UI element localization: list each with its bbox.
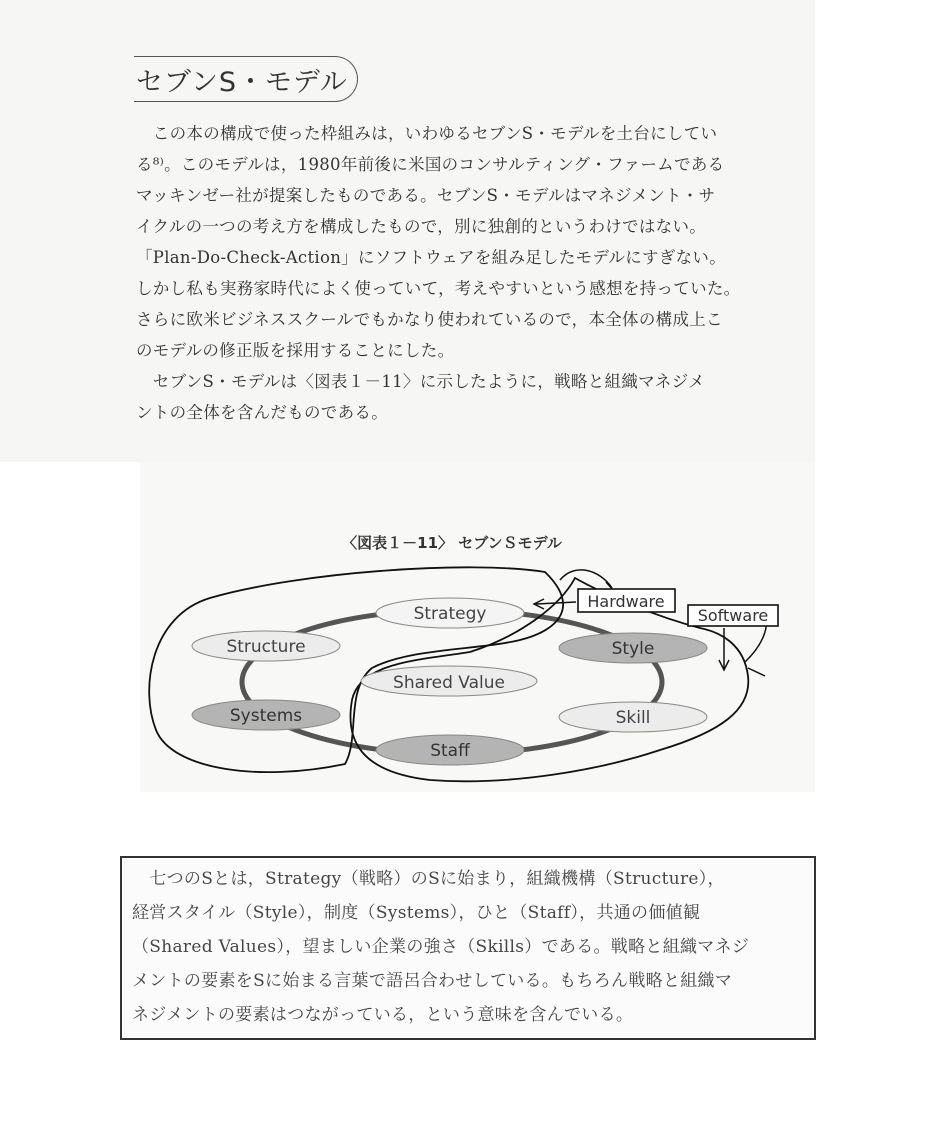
node-shared-value: [361, 666, 537, 696]
node-structure: [192, 631, 340, 661]
paragraph-line: 「Plan-Do-Check-Action」にソフトウェアを組み足したモデルにすぎない。: [136, 248, 727, 267]
node-staff: [376, 735, 524, 765]
section-heading: セブンS・モデル: [136, 67, 348, 98]
node-label: Structure: [226, 637, 306, 657]
paragraph-line: ントの全体を含んだものである。: [136, 403, 388, 422]
summary-line: ネジメントの要素はつながっている，という意味を含んでいる。: [132, 1005, 634, 1025]
node-strategy: [376, 598, 524, 628]
hook-stroke: [560, 570, 612, 588]
paragraph-line: イクルの一つの考え方を構成したもので，別に独創的というわけではない。: [136, 217, 707, 236]
summary-line: （Shared Values），望ましい企業の強さ（Skills）である。戦略と組織マネジ: [132, 937, 750, 957]
software-label: Software: [697, 606, 769, 625]
node-label: Staff: [430, 741, 470, 761]
summary-text: [132, 862, 812, 1032]
node-label: Skill: [615, 708, 651, 728]
paragraph-line: のモデルの修正版を採用することにした。: [136, 341, 455, 360]
hardware-label: Hardware: [587, 592, 665, 611]
node-label: Shared Value: [393, 673, 505, 693]
paragraph-line: マッキンゼー社が提案したものである。セブンS・モデルはマネジメント・サ: [136, 186, 716, 205]
hook-stroke: [748, 668, 765, 676]
summary-line: 経営スタイル（Style），制度（Systems），ひと（Staff），共通の価値観: [132, 903, 701, 923]
node-label: Systems: [229, 706, 303, 726]
summary-line: 七つのSとは，Strategy（戦略）のSに始まり，組織機構（Structure），: [132, 869, 725, 889]
node-label: Strategy: [413, 604, 487, 624]
node-label: Style: [611, 639, 655, 659]
node-systems: [192, 700, 340, 730]
paragraph-line: さらに欧米ビジネススクールでもかなり使われているので，本全体の構成上こ: [136, 310, 723, 329]
paragraph-line: セブンS・モデルは〈図表１－11〉に示したように，戦略と組織マネジメ: [136, 372, 705, 391]
node-skill: [559, 702, 707, 732]
figure-caption: 〈図表１－11〉 セブンＳモデル: [342, 534, 562, 552]
paragraph-line: この本の構成で使った枠組みは，いわゆるセブンS・モデルを土台にしてい: [136, 124, 718, 143]
paragraph-line: る⁸⁾。このモデルは，1980年前後に米国のコンサルティング・ファームである: [136, 155, 725, 174]
paragraph-line: しかし私も実務家時代によく使っていて，考えやすいという感想を持っていた。: [136, 279, 741, 298]
hardware-arrow: [536, 602, 576, 604]
node-style: [559, 633, 707, 663]
summary-line: メントの要素をSに始まる言葉で語呂合わせしている。もちろん戦略と組織マ: [132, 971, 733, 991]
